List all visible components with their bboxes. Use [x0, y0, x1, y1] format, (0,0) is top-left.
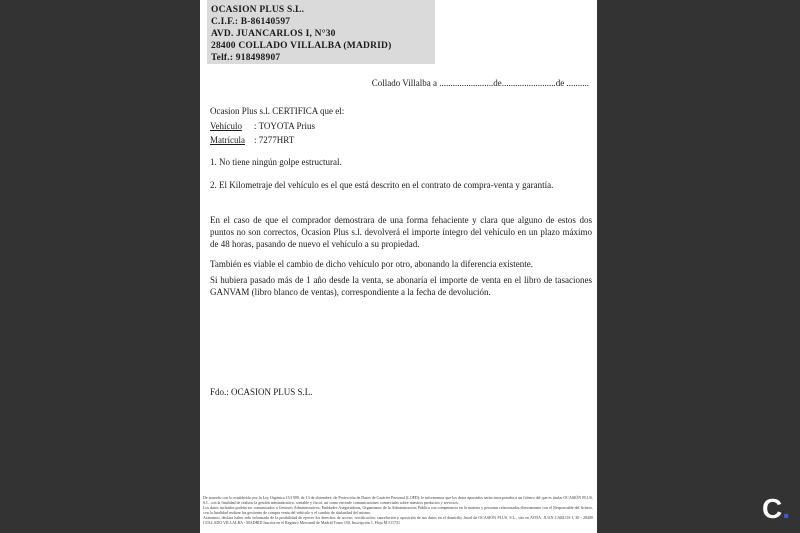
certification-intro: Ocasion Plus s.l. CERTIFICA que el:: [210, 106, 345, 116]
legal-paragraph-2: Los datos incluidos podrán ser comunicados a Gestores Administrativos, Entidades Aseguradoras, Organismos de la Administración Pública con competencia en la materia y personas relacionadas directamente con el Responsable del fichero, con la finalidad realizar las gestiones de compra venta del vehículo y el cambio de titularidad del mismo.: [203, 505, 593, 515]
company-address: AVD. JUANCARLOS I, N°30: [211, 29, 336, 39]
exchange-paragraph: También es viable el cambio de dicho vehículo por otro, abonando la diferencia existente.: [210, 259, 534, 269]
signature-line: Fdo.: OCASION PLUS S.L.: [210, 387, 313, 397]
plate-label: Matrícula: [210, 135, 245, 145]
ganvam-paragraph: Si hubiera pasado más de 1 año desde la venta, se abonaría el importe de venta en el libro de tasaciones GANVAM (libro blanco de ventas), correspondiente a la fecha de devolución.: [210, 275, 592, 297]
legal-paragraph-3: Asimismo, declara haber sido informado de la posibilidad de ejercer los derechos de acceso, rectificación, cancelación y oposición de sus datos en el domicilio fiscal de OCASIÓN PLUS, S.L., sito en AVDA. JUAN CARLOS I, 30 - 28400 COLLADO VILLALBA - MADRID Inscrita en el Registro Mercantil de Madrid Tomo 150, Inscripción 1, Hoja M 511731: [203, 515, 593, 525]
legal-fine-print: [203, 495, 593, 525]
legal-paragraph-1: De acuerdo con lo establecido por la Ley Orgánica 15/1999, de 13 de diciembre, de Protección de Datos de Carácter Personal (LOPD), le informamos que los datos aportados serán incorporados a un fichero del que es titular OCASIÓN PLUS, S.L. con la finalidad de realizar la gestión administrativa, contable y fiscal, así como enviarle comunicaciones comerciales sobre nuestros productos y servicios.: [203, 495, 593, 505]
company-name: OCASION PLUS S.L.: [211, 5, 305, 15]
plate-value: : 7277HRT: [254, 135, 295, 145]
certification-block: [210, 104, 344, 148]
logo-dot: .: [782, 493, 790, 524]
certificate-document: [200, 0, 597, 533]
company-phone: Telf.: 918498907: [211, 53, 281, 63]
vehicle-row: [210, 119, 344, 134]
coches-net-logo: [762, 495, 790, 523]
plate-row: [210, 133, 344, 148]
company-city: 28400 COLLADO VILLALBA (MADRID): [211, 41, 392, 51]
date-line: Collado Villalba a ........................de........................de ..........: [371, 78, 589, 88]
vehicle-label: Vehículo: [210, 120, 242, 131]
company-cif: C.I.F.: B-86140597: [211, 17, 291, 27]
refund-paragraph: En el caso de que el comprador demostrara de una forma fehaciente y clara que alguno de estos dos puntos no son correctos, Ocasion Plus s.l. devolverá el importe íntegro del vehículo en un plazo máximo de 48 horas, pasando de nuevo el vehículo a su propiedad.: [210, 215, 592, 249]
vehicle-value: : TOYOTA Prius: [254, 120, 315, 131]
logo-letter: C: [761, 493, 783, 524]
certified-point-1: 1. No tiene ningún golpe estructural.: [210, 157, 342, 167]
certified-point-2: 2. El Kilometraje del vehículo es el que está descrito en el contrato de compra-venta y garantía.: [210, 180, 554, 190]
company-header-block: [207, 0, 435, 64]
